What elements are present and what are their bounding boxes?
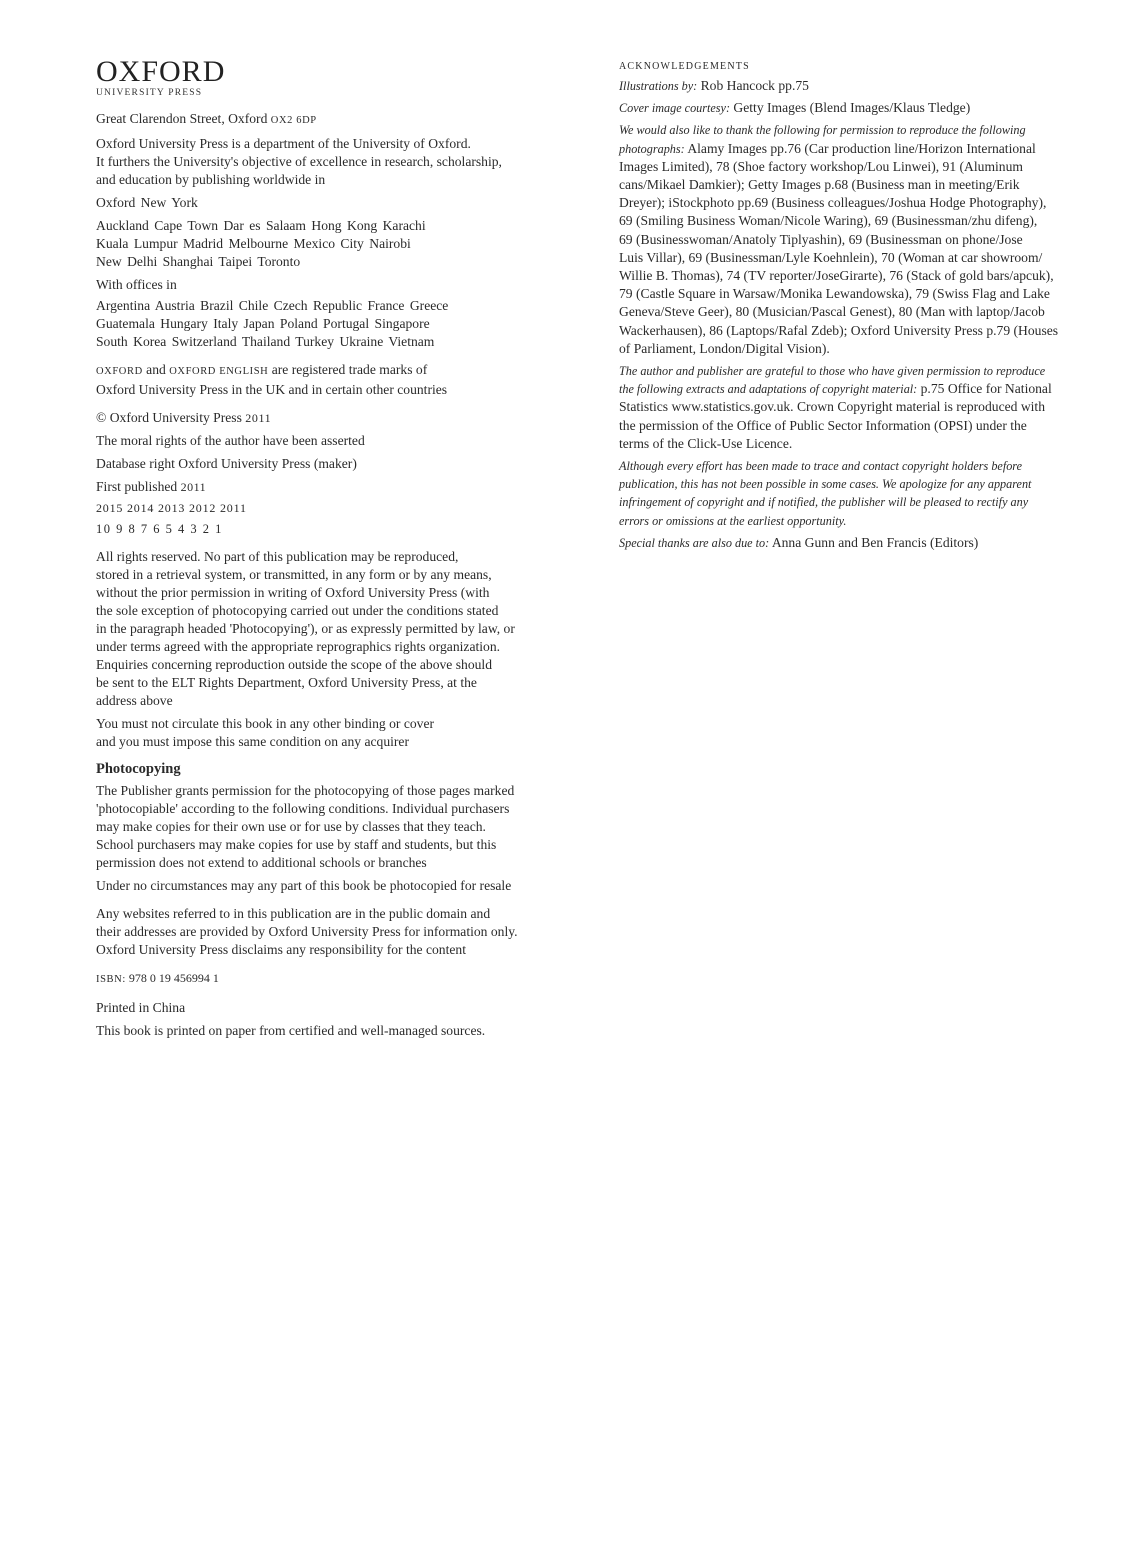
photo-credits: We would also like to thank the following for permission to reproduce the following photographs: Alamy Images pp.76 (Car production line/Horizon International Images Limited), 78 (Shoe factory workshop/Lou Linwei), 91 (Aluminum cans/Mikael Damkier); Getty Images p.68 (Business man in meeting/Erik Dreyer); iStockphoto pp.69 (Business colleagues/Joshua Hodge Photography), 69 (Smiling Business Woman/Nicole Waring), 69 (Businessman/zhu difeng), 69 (Businesswoman/Anatoly Tiplyashin), 69 (Businessman on phone/Jose Luis Villar), 69 (Businessman/Lyle Koehnlein), 70 (Woman at car showroom/ Willie B. Thomas), 74 (TV reporter/JoseGirarte), 76 (Stack of gold bars/apcuk), 79 (Castle Square in Warsaw/Monika Lewandowska), 79 (Swiss Flag and Lake Geneva/Steve Geer), 80 (Musician/Pascal Genest), 80 (Man with laptop/Jacob Wackerhausen), 86 (Laptops/Rafal Zdeb); Oxford University Press p.79 (Houses of Parliament, London/Digital Vision). [619,123,1059,356]
photocopying-heading: Photocopying [96,761,181,777]
extract-credits: The author and publisher are grateful to those who have given permission to reproduce the following extracts and adaptations of copyright material: p.75 Office for National Statistics www.statistics.gov.uk. Crown Copyright material is reproduced with the permission of the Office of Public Sector Information (OPSI) under the terms of the Click-Use Licence. [619,364,1052,451]
photocopying-grant: The Publisher grants permission for the photocopying of those pages marked 'photocopiable' according to the following conditions. Individual purchasers may make copies for their own use or for use by classes that they teach. School purchasers may make copies for use by staff and students, but this permission does not extend to additional schools or branches [96,783,515,870]
circulation-notice: You must not circulate this book in any other binding or cover and you must impose this same condition on any acquirer [96,716,435,749]
offices-intro: With offices in [96,277,177,292]
websites-notice: Any websites referred to in this publication are in the public domain and their addresses are provided by Oxford University Press for information only. Oxford University Press disclaims any responsibility for the content [96,906,518,957]
oxford-logo-subtitle: UNIVERSITY PRESS [96,88,203,98]
cities-list: Auckland Cape Town Dar es Salaam Hong Kong Karachi Kuala Lumpur Madrid Melbourne Mexico City Nairobi New Delhi Shanghai Taipei Toronto [96,218,426,269]
special-thanks: Special thanks are also due to: Anna Gunn and Ben Francis (Editors) [619,534,979,550]
department-statement: Oxford University Press is a department of the University of Oxford. It furthers the University's objective of excellence in research, scholarship, and education by publishing worldwide in [96,136,502,187]
paper-notice: This book is printed on paper from certified and well-managed sources. [96,1023,486,1038]
oxford-logo: OXFORD [96,55,226,88]
copyright-line: © Oxford University Press 2011 [96,410,272,425]
imprint-column [96,56,596,1045]
moral-rights: The moral rights of the author have been asserted [96,433,365,448]
copyright-effort-notice: Although every effort has been made to trace and contact copyright holders before publication, this has not been possible in some cases. We apologize for any apparent infringement of copyright and if notified, the publisher will be pleased to rectify any errors or omissions at the earliest opportunity. [619,459,1032,528]
acknowledgements-heading: ACKNOWLEDGEMENTS [619,61,750,72]
acknowledgements-column [619,56,1113,556]
trademark-notice: OXFORD and OXFORD ENGLISH are registered trade marks of Oxford University Press in the UK and in certain other countries [96,362,448,397]
cover-credit: Cover image courtesy: Getty Images (Blend Images/Klaus Tledge) [619,100,971,116]
publisher-address: Great Clarendon Street, Oxford OX2 6DP [96,111,317,126]
isbn: ISBN: 978 0 19 456994 1 [96,971,219,985]
first-published: First published 2011 [96,479,207,494]
postcode: OX2 6DP [270,115,317,126]
printed-in: Printed in China [96,1000,186,1015]
print-years: 2015 2014 2013 2012 2011 [96,501,247,515]
illustrations-credit: Illustrations by: Rob Hancock pp.75 [619,78,809,93]
rights-reserved: All rights reserved. No part of this publication may be reproduced, stored in a retrieval system, or transmitted, in any form or by any means, without the prior permission in writing of Oxford University Press (with the sole exception of photocopying carried out under the conditions stated in the paragraph headed 'Photocopying'), or as expressly permitted by law, or under terms agreed with the appropriate reprographics rights organization. Enquiries concerning reproduction outside the scope of the above should be sent to the ELT Rights Department, Oxford University Press, at the address above [96,549,515,708]
offices-list: Argentina Austria Brazil Chile Czech Republic France Greece Guatemala Hungary Italy Japan Poland Portugal Singapore South Korea Switzerland Thailand Turkey Ukraine Vietnam [96,298,449,349]
print-numbers: 10 9 8 7 6 5 4 3 2 1 [96,522,223,536]
resale-notice: Under no circumstances may any part of this book be photocopied for resale [96,878,512,893]
database-right: Database right Oxford University Press (maker) [96,456,357,471]
main-cities: Oxford New York [96,195,198,210]
